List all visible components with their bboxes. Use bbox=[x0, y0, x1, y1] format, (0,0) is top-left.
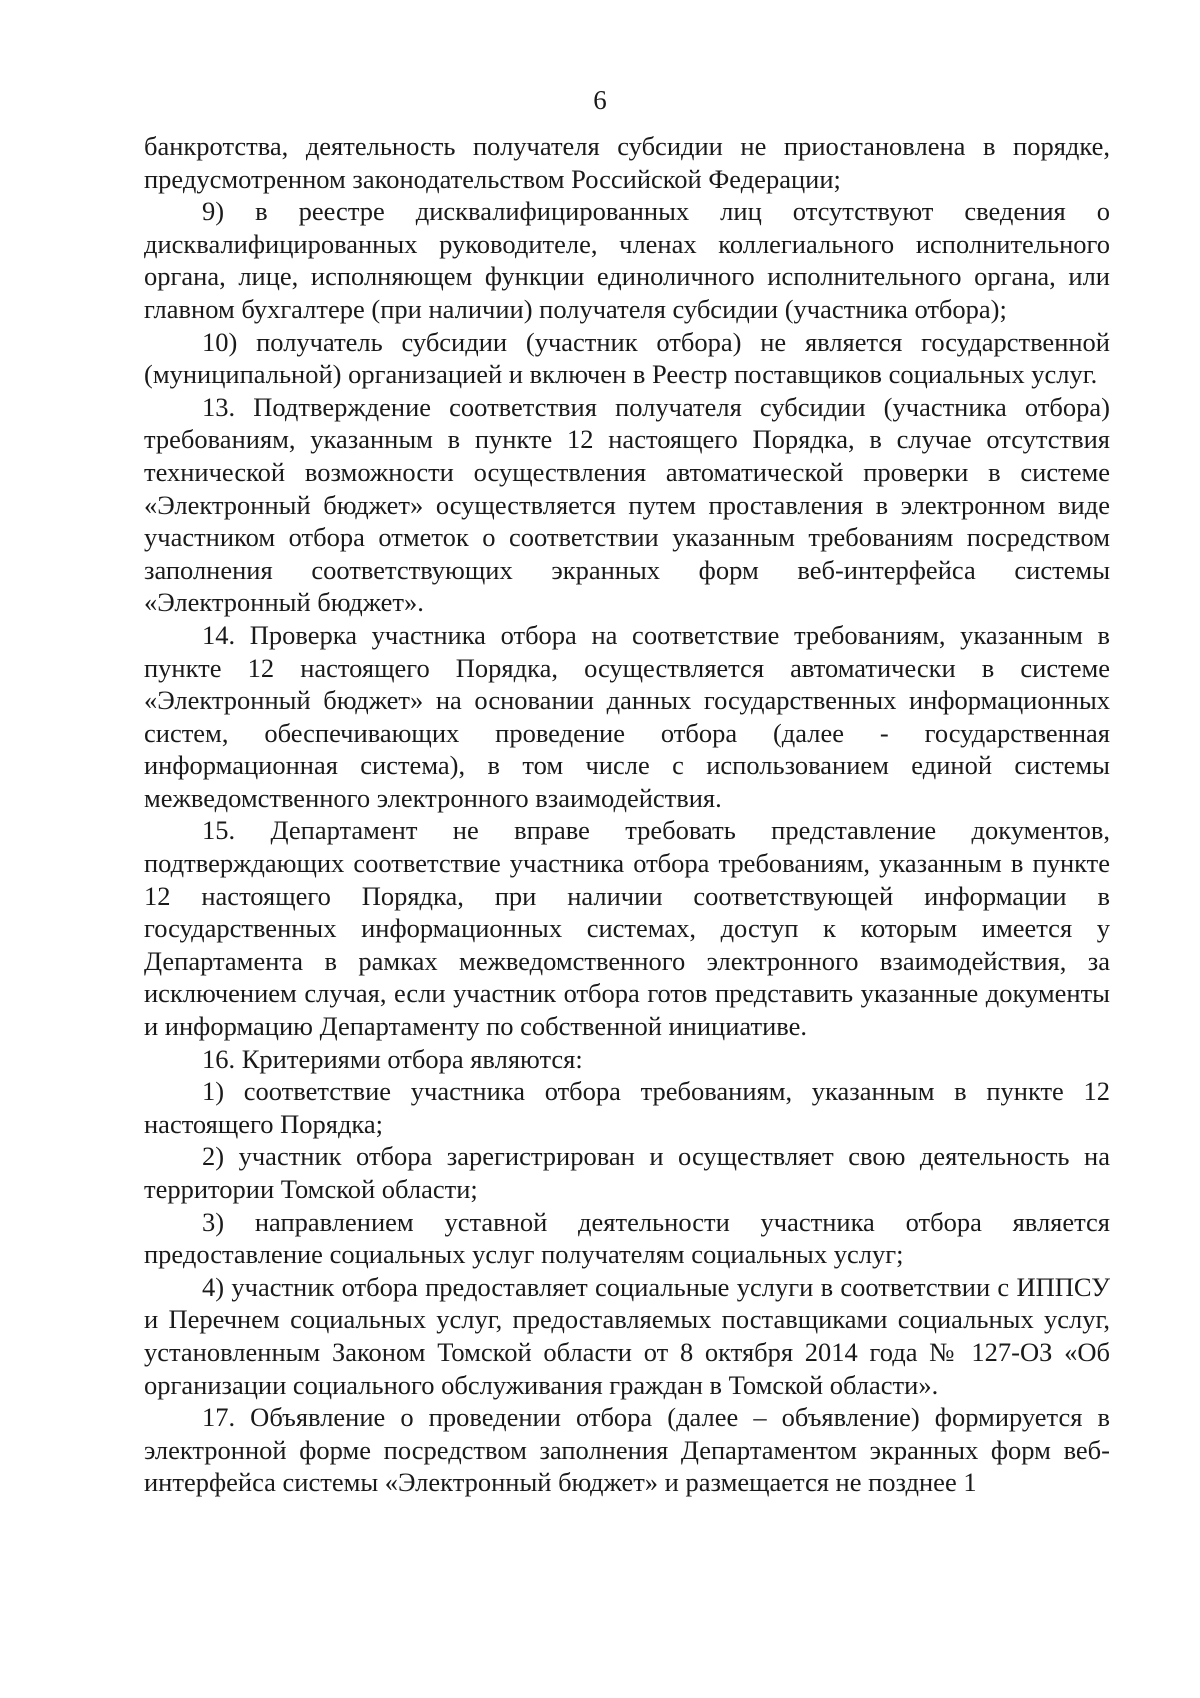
page-number: 6 bbox=[593, 85, 607, 115]
paragraph-item-10: 10) получатель субсидии (участник отбора) не является государственной (муниципальной) организацией и включен в Реестр поставщиков социальных услуг. bbox=[144, 326, 1110, 390]
paragraph-criterion-2: 2) участник отбора зарегистрирован и осуществляет свою деятельность на территории Томской области; bbox=[144, 1141, 1110, 1204]
paragraph-criterion-3: 3) направлением уставной деятельности участника отбора является предоставление социальных услуг получателям социальных услуг; bbox=[144, 1206, 1110, 1270]
paragraph-continuation: банкротства, деятельность получателя субсидии не приостановлена в порядке, предусмотренном законодательством Российской Федерации; bbox=[144, 131, 1110, 194]
paragraph-clause-14: 14. Проверка участника отбора на соответствие требованиям, указанным в пункте 12 настоящего Порядка, осуществляется автоматически в системе «Электронный бюджет» на основании данных государственных информационных систем, обеспечивающих проведение отбора (далее - государственная информационная система), в том числе с использованием единой системы межведомственного электронного взаимодействия. bbox=[144, 619, 1110, 813]
paragraph-clause-13: 13. Подтверждение соответствия получателя субсидии (участника отбора) требованиям, указанным в пункте 12 настоящего Порядка, в случае отсутствия технической возможности осуществления автоматической проверки в системе «Электронный бюджет» осуществляется путем проставления в электронном виде участником отбора отметок о соответствии указанным требованиям посредством заполнения соответствующих экранных форм веб-интерфейса системы «Электронный бюджет». bbox=[144, 391, 1110, 618]
document-body bbox=[144, 130, 1110, 1499]
paragraph-item-9: 9) в реестре дисквалифицированных лиц отсутствуют сведения о дисквалифицированных руководителе, членах коллегиального исполнительного органа, лице, исполняющем функции единоличного исполнительного органа, или главном бухгалтере (при наличии) получателя субсидии (участника отбора); bbox=[144, 196, 1110, 324]
paragraph-clause-16: 16. Критериями отбора являются: bbox=[202, 1043, 583, 1074]
paragraph-clause-15: 15. Департамент не вправе требовать представление документов, подтверждающих соответствие участника отбора требованиям, указанным в пункте 12 настоящего Порядка, при наличии соответствующей информации в государственных информационных системах, доступ к которым имеется у Департамента в рамках межведомственного электронного взаимодействия, за исключением случая, если участник отбора готов представить указанные документы и информацию Департаменту по собственной инициативе. bbox=[144, 815, 1110, 1042]
paragraph-clause-17: 17. Объявление о проведении отбора (далее – объявление) формируется в электронной форме посредством заполнения Департаментом экранных форм веб-интерфейса системы «Электронный бюджет» и размещается не позднее 1 bbox=[144, 1402, 1110, 1498]
paragraph-criterion-1: 1) соответствие участника отбора требованиям, указанным в пункте 12 настоящего Порядка; bbox=[144, 1076, 1110, 1139]
paragraph-criterion-4: 4) участник отбора предоставляет социальные услуги в соответствии с ИППСУ и Перечнем социальных услуг, предоставляемых поставщиками социальных услуг, установленным Законом Томской области от 8 октября 2014 года № 127-ОЗ «Об организации социального обслуживания граждан в Томской области». bbox=[144, 1271, 1110, 1400]
